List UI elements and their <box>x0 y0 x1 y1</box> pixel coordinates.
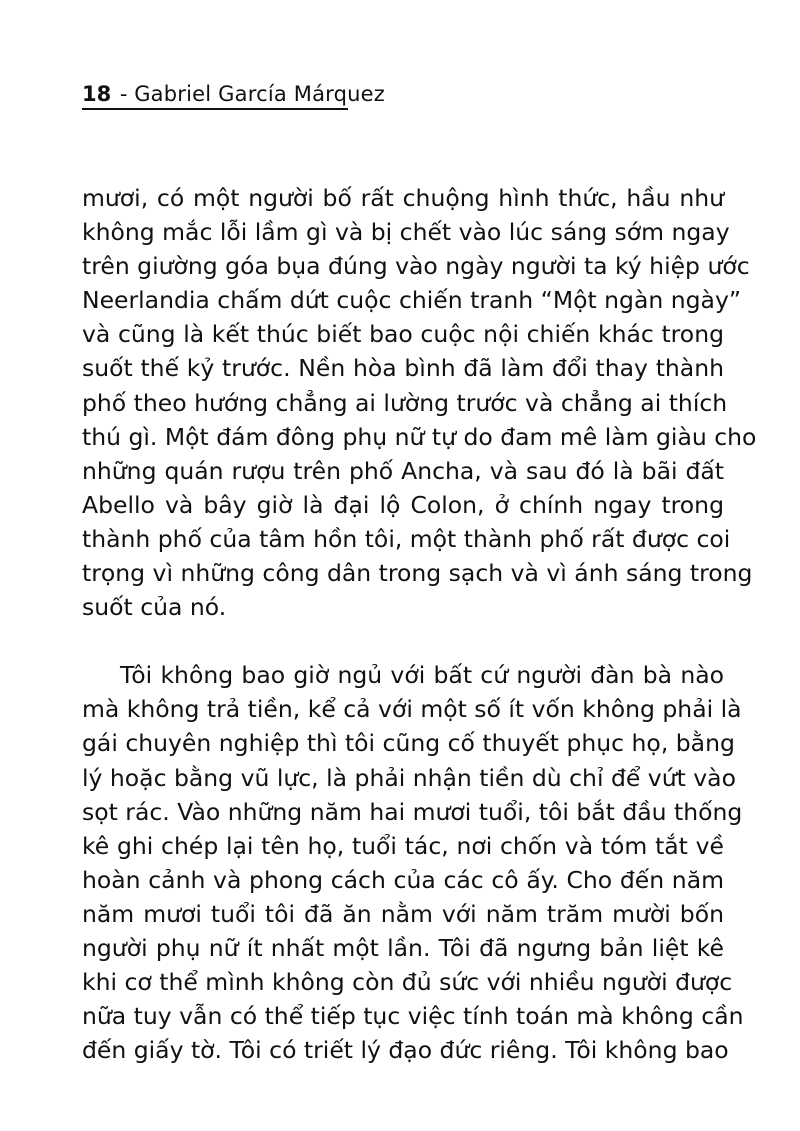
text-line: kê ghi chép lại tên họ, tuổi tác, nơi chốn và tóm tắt về <box>82 831 724 860</box>
text-line: thú gì. Một đám đông phụ nữ tự do đam mê làm giàu cho <box>82 422 757 451</box>
paragraph-1 <box>82 181 757 624</box>
text-line: không mắc lỗi lầm gì và bị chết vào lúc sáng sớm ngay <box>82 218 730 247</box>
text-line: suốt của nó. <box>82 593 227 622</box>
page-number: 18 <box>82 82 112 106</box>
paragraph-gap <box>82 624 724 658</box>
text-line: mà không trả tiền, kể cả với một số ít vốn không phải là <box>82 695 742 724</box>
text-line: mươi, có một người bố rất chuộng hình thức, hầu như <box>82 184 724 212</box>
text-line: Abello và bây giờ là đại lộ Colon, ở chính ngay trong <box>82 490 724 519</box>
text-line: nữa tuy vẫn có thể tiếp tục việc tính toán mà không cần <box>82 1002 744 1031</box>
text-line: thành phố của tâm hồn tôi, một thành phố rất được coi <box>82 524 731 553</box>
text-line: người phụ nữ ít nhất một lần. Tôi đã ngưng bản liệt kê <box>82 933 724 962</box>
text-line: gái chuyên nghiệp thì tôi cũng cố thuyết phục họ, bằng <box>82 729 735 758</box>
paragraph-2 <box>82 658 744 1067</box>
header-author: Gabriel García Márquez <box>134 82 386 106</box>
text-line: những quán rượu trên phố Ancha, và sau đó là bãi đất <box>82 456 724 485</box>
text-line: Neerlandia chấm dứt cuộc chiến tranh “Một ngàn ngày” <box>82 286 742 315</box>
text-line: đến giấy tờ. Tôi có triết lý đạo đức riêng. Tôi không bao <box>82 1036 729 1065</box>
running-header <box>82 80 386 110</box>
text-line: phố theo hướng chẳng ai lường trước và chẳng ai thích <box>82 388 728 417</box>
text-line: Tôi không bao giờ ngủ với bất cứ người đàn bà nào <box>120 661 724 690</box>
text-line: năm mươi tuổi tôi đã ăn nằm với năm trăm mười bốn <box>82 899 724 928</box>
text-line: hoàn cảnh và phong cách của các cô ấy. Cho đến năm <box>82 865 724 894</box>
text-line: trên giường góa bụa đúng vào ngày người ta ký hiệp ước <box>82 252 750 281</box>
text-line: trọng vì những công dân trong sạch và vì ánh sáng trong <box>82 559 753 588</box>
text-line: khi cơ thể mình không còn đủ sức với nhiều người được <box>82 968 733 997</box>
header-separator: - <box>119 82 128 106</box>
text-line: suốt thế kỷ trước. Nền hòa bình đã làm đổi thay thành <box>82 354 724 383</box>
text-line: lý hoặc bằng vũ lực, là phải nhận tiền dù chỉ để vứt vào <box>82 763 736 792</box>
text-line: và cũng là kết thúc biết bao cuộc nội chiến khác trong <box>82 320 724 349</box>
text-line: sọt rác. Vào những năm hai mươi tuổi, tôi bắt đầu thống <box>82 797 743 826</box>
body-text <box>82 181 757 1067</box>
